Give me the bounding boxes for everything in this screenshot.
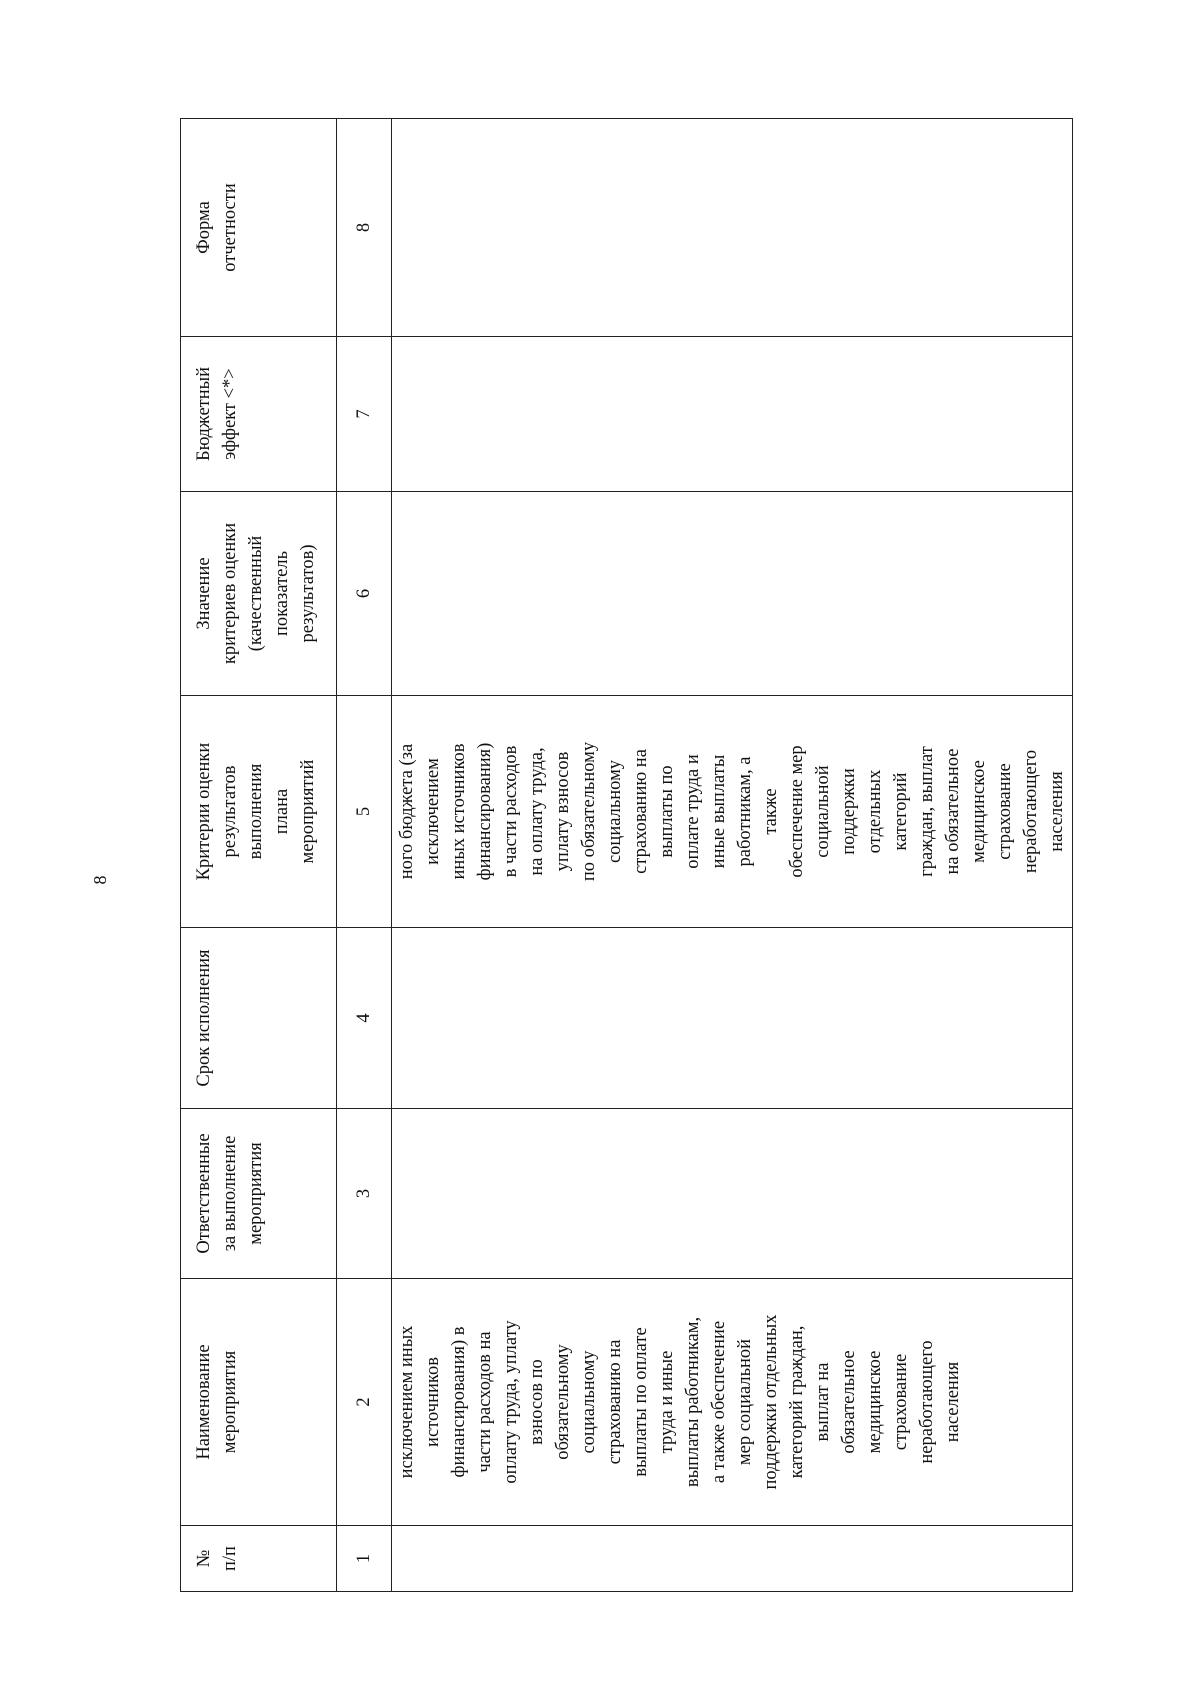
column-number: 1 bbox=[337, 1526, 392, 1592]
criteria-value-cell bbox=[392, 492, 1073, 696]
header-report-form: Форма отчетности bbox=[181, 119, 337, 337]
criteria-cell: ного бюджета (за исключением иных источников финансирования) в части расходов на оплату труда, уплату взносов по обязательному социальному страхованию на выплаты по оплате труда и иные выплаты работникам, а также обеспечение мер социальной поддержки отдельных категорий граждан, выплат на обязательное медицинское страхование неработающего населения bbox=[392, 696, 1073, 928]
header-criteria: Критерии оценки результатов выполнения плана мероприятий bbox=[181, 696, 337, 928]
row-number-cell bbox=[392, 1526, 1073, 1592]
column-number: 8 bbox=[337, 119, 392, 337]
header-budget-effect: Бюджетный эффект <*> bbox=[181, 337, 337, 492]
column-number-row bbox=[337, 119, 392, 1592]
header-measure-name: Наименование мероприятия bbox=[181, 1279, 337, 1526]
column-number: 3 bbox=[337, 1109, 392, 1279]
column-number: 5 bbox=[337, 696, 392, 928]
report-form-cell bbox=[392, 119, 1073, 337]
column-number: 2 bbox=[337, 1279, 392, 1526]
table-row bbox=[392, 119, 1073, 1592]
header-responsible: Ответственные за выполнение мероприятия bbox=[181, 1109, 337, 1279]
rotated-page-content bbox=[180, 119, 1067, 1592]
header-criteria-value: Значение критериев оценки (качественный показатель результатов) bbox=[181, 492, 337, 696]
header-number: № п/п bbox=[181, 1526, 337, 1592]
measures-table bbox=[180, 118, 1073, 1592]
header-deadline: Срок исполнения bbox=[181, 928, 337, 1109]
measure-name-cell: исключением иных источников финансирования) в части расходов на оплату труда, уплату взносов по обязательному социальному страхованию на выплаты по оплате труда и иные выплаты работникам, а также обеспечение мер социальной поддержки отдельных категорий граждан, выплат на обязательное медицинское страхование неработающего населения bbox=[392, 1279, 1073, 1526]
column-number: 7 bbox=[337, 337, 392, 492]
deadline-cell bbox=[392, 928, 1073, 1109]
column-number: 4 bbox=[337, 928, 392, 1109]
page-number: 8 bbox=[90, 875, 110, 885]
budget-effect-cell bbox=[392, 337, 1073, 492]
responsible-cell bbox=[392, 1109, 1073, 1279]
table-header-row bbox=[181, 119, 337, 1592]
column-number: 6 bbox=[337, 492, 392, 696]
